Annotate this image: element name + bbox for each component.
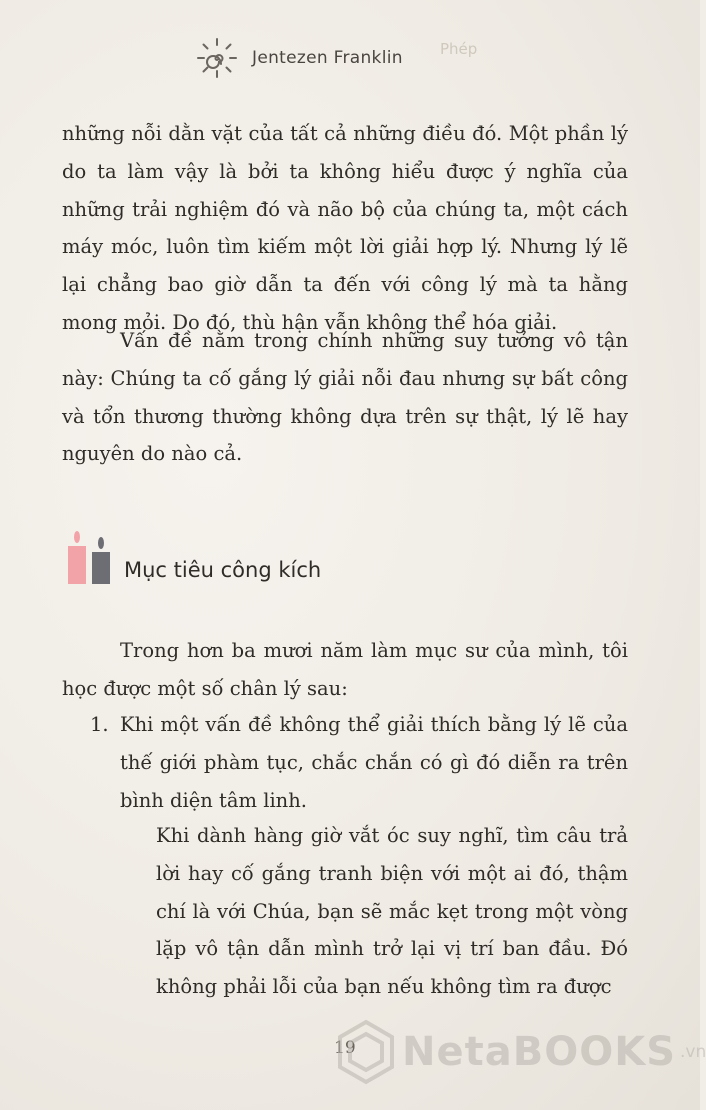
watermark-domain: .vn bbox=[680, 1042, 706, 1062]
list-item bbox=[90, 706, 628, 819]
sun-spiral-icon bbox=[196, 37, 238, 79]
paragraph-1: những nỗi dằn vặt của tất cả những điều đó. Một phần lý do ta làm vậy là bởi ta không hiểu được ý nghĩa của những trải nghiệm đó và não bộ của chúng ta, một cách máy móc, luôn tìm kiếm một lời giải hợp lý. Nhưng lý lẽ lại chẳng bao giờ dẫn ta đến với công lý mà ta hằng mong mỏi. Do đó, thù hận vẫn không thể hóa giải. bbox=[62, 122, 628, 334]
list-item-detail: Khi dành hàng giờ vắt óc suy nghĩ, tìm câu trả lời hay cố gắng tranh biện với một ai đó, thậm chí là với Chúa, bạn sẽ mắc kẹt trong một vòng lặp vô tận dẫn mình trở lại vị trí ban đầu. Đó không phải lỗi của bạn nếu không tìm ra được bbox=[156, 824, 628, 999]
intro-paragraph: Trong hơn ba mươi năm làm mục sư của mình, tôi học được một số chân lý sau: bbox=[62, 639, 628, 700]
netabooks-logo-icon bbox=[338, 1020, 394, 1084]
watermark bbox=[338, 1020, 706, 1084]
section-heading bbox=[68, 528, 321, 584]
paragraph-2: Vấn đề nằm trong chính những suy tưởng vô tận này: Chúng ta cố gắng lý giải nỗi đau nhưng sự bất công và tổn thương thường không dựa trên sự thật, lý lẽ hay nguyên do nào cả. bbox=[62, 329, 628, 466]
list-item-text: Khi một vấn đề không thể giải thích bằng lý lẽ của thế giới phàm tục, chắc chắn có gì đó diễn ra trên bình diện tâm linh. bbox=[120, 713, 628, 812]
running-header bbox=[196, 36, 403, 80]
section-title: Mục tiêu công kích bbox=[124, 558, 322, 582]
bleed-through-text: Phép bbox=[440, 40, 478, 58]
candles-icon bbox=[68, 528, 112, 584]
watermark-text: NetaBOOKS bbox=[402, 1029, 677, 1075]
list-item-number: 1. bbox=[90, 713, 109, 736]
running-header-author: Jentezen Franklin bbox=[252, 48, 403, 68]
page-number: 19 bbox=[334, 1038, 356, 1058]
